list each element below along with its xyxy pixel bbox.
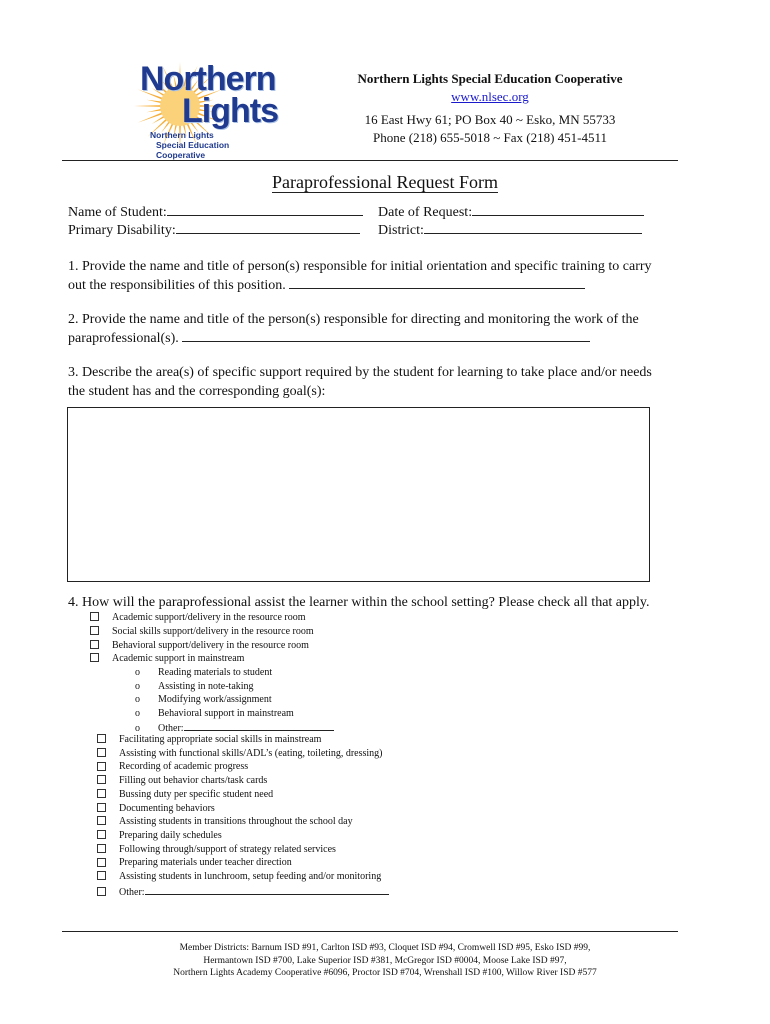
- sub-bullet: o: [135, 680, 140, 692]
- date-of-request-field[interactable]: [378, 203, 644, 221]
- question-1-answer-blank[interactable]: [289, 276, 585, 289]
- checkbox[interactable]: [97, 871, 106, 880]
- primary-disability-field[interactable]: [68, 221, 360, 239]
- checklist-item[interactable]: [90, 640, 309, 652]
- checklist-item[interactable]: [97, 734, 321, 746]
- other-blank[interactable]: [145, 885, 389, 895]
- checklist-item-label: Following through/support of strategy related services: [119, 843, 336, 855]
- sun-ray: [138, 112, 164, 123]
- checklist-item[interactable]: [97, 885, 389, 899]
- checklist-item-label: Other:: [119, 886, 145, 898]
- checkbox[interactable]: [90, 640, 99, 649]
- primary-disability-blank[interactable]: [176, 221, 360, 234]
- sun-ray: [147, 109, 163, 113]
- checkbox[interactable]: [97, 775, 106, 784]
- student-name-field[interactable]: [68, 203, 363, 221]
- logo-word-northern: Northern: [140, 60, 276, 98]
- checklist-sub-item[interactable]: [135, 667, 272, 679]
- checklist-item[interactable]: [90, 612, 306, 624]
- form-title: [0, 172, 770, 193]
- question-3-line-2: the student has and the corresponding goal(s):: [68, 384, 326, 399]
- checklist-item[interactable]: [97, 775, 267, 787]
- checklist-item[interactable]: [97, 857, 292, 869]
- checklist-item[interactable]: [97, 761, 248, 773]
- checklist-item-label: Documenting behaviors: [119, 802, 215, 814]
- student-name-blank[interactable]: [167, 203, 363, 216]
- checklist-item-label: Assisting students in transitions throughout the school day: [119, 816, 353, 828]
- logo-word-lights: Lights: [182, 92, 278, 130]
- checklist-item[interactable]: [97, 748, 383, 760]
- checklist-item-label: Preparing materials under teacher direction: [119, 857, 292, 869]
- question-4: [68, 593, 708, 612]
- checkbox[interactable]: [97, 816, 106, 825]
- checklist-item-label: Assisting with functional skills/ADL’s (eating, toileting, dressing): [119, 747, 383, 759]
- organization-phone: Phone (218) 655-5018 ~ Fax (218) 451-4511: [372, 130, 608, 145]
- sub-bullet: o: [135, 707, 140, 719]
- form-title-text: Paraprofessional Request Form: [272, 172, 498, 192]
- question-3: [68, 363, 708, 401]
- student-name-label: Name of Student:: [68, 205, 167, 220]
- question-1-line-1: 1. Provide the name and title of person(s) responsible for initial orientation and specific training to carry: [68, 259, 652, 274]
- checklist-item-label: Facilitating appropriate social skills in mainstream: [119, 734, 322, 745]
- checklist-item-label: Behavioral support/delivery in the resource room: [112, 640, 309, 651]
- checklist-item[interactable]: [97, 803, 215, 815]
- organization-address: 16 East Hwy 61; PO Box 40 ~ Esko, MN 55733: [364, 112, 616, 127]
- checkbox[interactable]: [97, 844, 106, 853]
- checklist-item-label: Preparing daily schedules: [119, 829, 222, 841]
- checkbox[interactable]: [97, 858, 106, 867]
- sub-bullet: o: [135, 694, 140, 706]
- logo-subtitle-1: Northern Lights: [150, 130, 214, 140]
- checkbox[interactable]: [97, 887, 106, 896]
- website-link[interactable]: www.nlsec.org: [451, 89, 529, 104]
- sub-bullet: o: [135, 667, 140, 678]
- logo-subtitle-2: Special Education Cooperative: [156, 140, 230, 160]
- checklist-sub-item-label: Assisting in note-taking: [158, 680, 254, 692]
- question-3-line-1: 3. Describe the area(s) of specific support required by the student for learning to take place and/or needs: [68, 365, 652, 380]
- checklist-item[interactable]: [90, 653, 244, 665]
- checklist-sub-item[interactable]: [135, 708, 294, 720]
- checklist-sub-item-label: Modifying work/assignment: [158, 694, 272, 706]
- checklist-item[interactable]: [97, 844, 336, 856]
- checklist-sub-item-label: Reading materials to student: [158, 667, 273, 678]
- district-blank[interactable]: [424, 221, 642, 234]
- header-divider: [62, 160, 678, 161]
- checklist-item-label: Academic support in mainstream: [112, 653, 245, 664]
- question-4-text: 4. How will the paraprofessional assist the learner within the school setting? Please check all that apply.: [68, 595, 650, 610]
- checklist-item-label: Bussing duty per specific student need: [119, 788, 274, 800]
- organization-logo: [110, 58, 280, 158]
- district-field[interactable]: [378, 221, 642, 239]
- checklist-sub-item-label: Behavioral support in mainstream: [158, 707, 294, 719]
- organization-name: Northern Lights Special Education Cooperative: [357, 71, 623, 86]
- checklist-sub-item[interactable]: [135, 694, 272, 706]
- checkbox[interactable]: [97, 734, 106, 743]
- checklist-item[interactable]: [97, 816, 353, 828]
- question-2-line-2: paraprofessional(s).: [68, 331, 179, 346]
- checklist-sub-item-label: Other:: [158, 723, 184, 735]
- checklist-item[interactable]: [97, 871, 381, 883]
- checklist-item[interactable]: [90, 626, 314, 638]
- checklist-item-label: Filling out behavior charts/task cards: [119, 775, 268, 787]
- primary-disability-label: Primary Disability:: [68, 223, 176, 238]
- checklist-sub-item[interactable]: [135, 681, 254, 693]
- question-2-answer-blank[interactable]: [182, 329, 590, 342]
- checkbox[interactable]: [90, 612, 99, 621]
- other-blank[interactable]: [184, 721, 334, 731]
- sun-ray: [147, 100, 163, 104]
- checkbox[interactable]: [90, 626, 99, 635]
- checklist-item[interactable]: [97, 789, 273, 801]
- district-label: District:: [378, 223, 424, 238]
- question-2: [68, 310, 708, 348]
- footer-divider: [62, 931, 678, 932]
- date-of-request-blank[interactable]: [472, 203, 644, 216]
- question-1-line-2: out the responsibilities of this position.: [68, 278, 286, 293]
- date-of-request-label: Date of Request:: [378, 205, 473, 220]
- footer-line-2: Hermantown ISD #700, Lake Superior ISD #381, McGregor ISD #0004, Moose Lake ISD #97,: [203, 955, 567, 966]
- checklist-item-label: Social skills support/delivery in the resource room: [112, 626, 314, 637]
- checkbox[interactable]: [97, 789, 106, 798]
- checkbox[interactable]: [97, 803, 106, 812]
- sun-ray: [134, 105, 162, 107]
- checklist-item-label: Academic support/delivery in the resource room: [112, 612, 306, 623]
- question-1: [68, 257, 708, 295]
- checklist-item-label: Assisting students in lunchroom, setup feeding and/or monitoring: [119, 871, 382, 882]
- checklist-item[interactable]: [97, 830, 222, 842]
- footer-line-3: Northern Lights Academy Cooperative #6096, Proctor ISD #704, Wrenshall ISD #100, Willow River ISD #577: [173, 968, 597, 978]
- member-districts-footer: [0, 942, 770, 980]
- checkbox[interactable]: [97, 748, 106, 757]
- question-2-line-1: 2. Provide the name and title of the person(s) responsible for directing and monitoring the work of the: [68, 312, 639, 327]
- footer-line-1: Member Districts: Barnum ISD #91, Carlton ISD #93, Cloquet ISD #94, Cromwell ISD #95, Esko ISD #99,: [179, 943, 591, 953]
- question-3-answer-box[interactable]: [67, 407, 650, 582]
- sub-bullet: o: [135, 723, 140, 735]
- checklist-item-label: Recording of academic progress: [119, 761, 249, 773]
- checkbox[interactable]: [97, 830, 106, 839]
- checkbox[interactable]: [97, 762, 106, 771]
- checkbox[interactable]: [90, 653, 99, 662]
- organization-header: [300, 70, 680, 147]
